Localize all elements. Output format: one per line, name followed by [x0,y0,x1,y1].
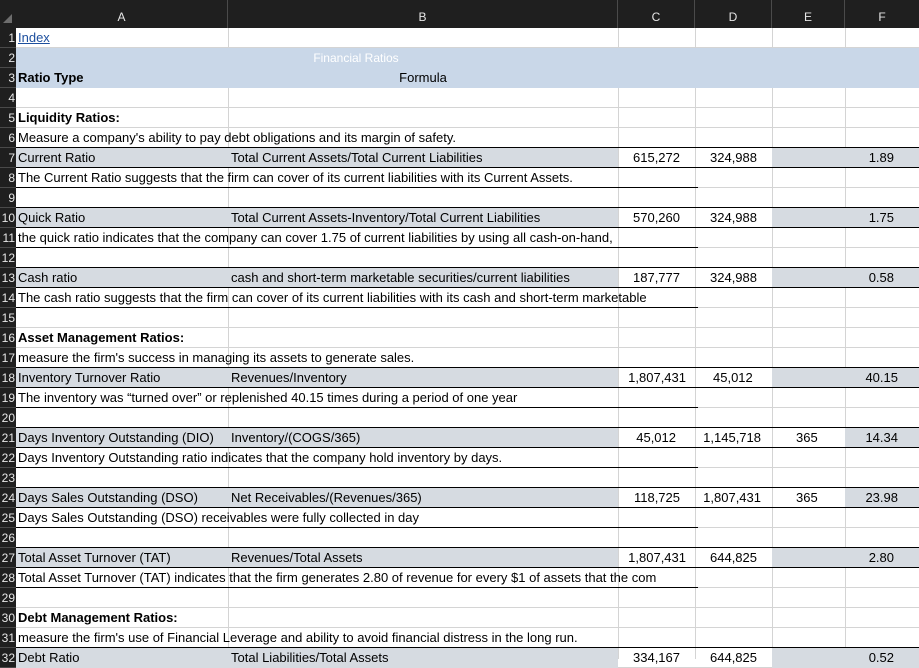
numerator-value[interactable]: 1,807,431 [628,550,686,565]
ratio-formula[interactable]: Total Current Assets-Inventory/Total Current Liabilities [231,210,541,225]
ratio-interpretation[interactable]: Total Asset Turnover (TAT) indicates that the firm generates 2.80 of revenue for every $1 of assets that the com [18,570,657,585]
ratio-result[interactable]: 2.80 [868,550,894,565]
ratio-result[interactable]: 0.58 [868,270,894,285]
denominator-value[interactable]: 644,825 [710,550,757,565]
index-link[interactable]: Index [18,30,50,45]
column-header-e[interactable]: E [772,0,845,28]
row-header[interactable]: 16 [0,328,16,348]
row-header[interactable]: 20 [0,408,16,428]
ratio-interpretation[interactable]: The cash ratio suggests that the firm can cover of its current liabilities with its cash and short-term marketable [18,290,647,305]
ratio-name[interactable]: Days Inventory Outstanding (DIO) [18,430,214,445]
ratio-result[interactable]: 1.75 [868,210,894,225]
ratio-formula[interactable]: Total Current Assets/Total Current Liabilities [231,150,483,165]
row-header[interactable]: 32 [0,648,16,668]
row-header[interactable]: 4 [0,88,16,108]
numerator-value[interactable]: 1,807,431 [628,370,686,385]
section-heading-debt-management[interactable]: Debt Management Ratios: [18,610,178,625]
row-header[interactable]: 7 [0,148,16,168]
row-header[interactable]: 14 [0,288,16,308]
select-all-corner[interactable] [0,0,16,28]
column-header-d[interactable]: D [695,0,772,28]
numerator-value[interactable]: 615,272 [633,150,680,165]
row-header[interactable]: 5 [0,108,16,128]
denominator-value[interactable]: 324,988 [710,150,757,165]
row-header[interactable]: 6 [0,128,16,148]
ratio-formula[interactable]: Inventory/(COGS/365) [231,430,361,445]
row-header[interactable]: 3 [0,68,16,88]
denominator-value[interactable]: 45,012 [713,370,753,385]
denominator-value[interactable]: 644,825 [710,650,757,665]
ratio-formula[interactable]: Total Liabilities/Total Assets [231,650,389,665]
denominator-value[interactable]: 324,988 [710,270,757,285]
numerator-value[interactable]: 570,260 [633,210,680,225]
denominator-value[interactable]: 1,145,718 [703,430,761,445]
row-header[interactable]: 8 [0,168,16,188]
ratio-result[interactable]: 1.89 [868,150,894,165]
row-header[interactable]: 15 [0,308,16,328]
section-heading-liquidity[interactable]: Liquidity Ratios: [18,110,120,125]
ratio-name[interactable]: Current Ratio [18,150,96,165]
ratio-result[interactable]: 14.34 [865,430,898,445]
row-header[interactable]: 12 [0,248,16,268]
row-header[interactable]: 2 [0,48,16,68]
column-header-f[interactable]: F [845,0,919,28]
column-header-a[interactable]: A [16,0,228,28]
row-header[interactable]: 30 [0,608,16,628]
row-header[interactable]: 25 [0,508,16,528]
sheet-title[interactable]: Financial Ratios [313,51,399,65]
ratio-result[interactable]: 0.52 [868,650,894,665]
column-header-c[interactable]: C [618,0,695,28]
ratio-interpretation[interactable]: Days Inventory Outstanding ratio indicates that the company hold inventory by days. [18,450,503,465]
row-header[interactable]: 29 [0,588,16,608]
row-header[interactable]: 26 [0,528,16,548]
ratio-formula[interactable]: Revenues/Inventory [231,370,347,385]
section-description[interactable]: measure the firm's use of Financial Leverage and ability to avoid financial distress in the long run. [18,630,578,645]
ratio-result[interactable]: 23.98 [865,490,898,505]
ratio-formula[interactable]: cash and short-term marketable securities/current liabilities [231,270,570,285]
ratio-name[interactable]: Cash ratio [18,270,78,285]
row-header[interactable]: 1 [0,28,16,48]
row-header[interactable]: 13 [0,268,16,288]
ratio-name[interactable]: Debt Ratio [18,650,80,665]
row-header[interactable]: 21 [0,428,16,448]
row-header[interactable]: 11 [0,228,16,248]
days-value[interactable]: 365 [796,430,818,445]
row-header[interactable]: 17 [0,348,16,368]
ratio-formula[interactable]: Revenues/Total Assets [231,550,363,565]
row-header[interactable]: 24 [0,488,16,508]
select-all-icon [3,14,12,23]
row-header[interactable]: 28 [0,568,16,588]
grid-line [695,28,696,659]
days-value[interactable]: 365 [796,490,818,505]
row-header[interactable]: 23 [0,468,16,488]
column-header-b[interactable]: B [228,0,618,28]
section-description[interactable]: Measure a company's ability to pay debt obligations and its margin of safety. [18,130,456,145]
ratio-interpretation[interactable]: The Current Ratio suggests that the firm can cover of its current liabilities with its Current Assets. [18,170,573,185]
section-heading-asset-management[interactable]: Asset Management Ratios: [18,330,185,345]
ratio-formula[interactable]: Net Receivables/(Revenues/365) [231,490,422,505]
numerator-value[interactable]: 187,777 [633,270,680,285]
ratio-interpretation[interactable]: Days Sales Outstanding (DSO) receivables were fully collected in day [18,510,420,525]
column-label-ratio-type[interactable]: Ratio Type [18,70,84,85]
numerator-value[interactable]: 334,167 [633,650,680,665]
numerator-value[interactable]: 45,012 [636,430,676,445]
section-description[interactable]: measure the firm's success in managing its assets to generate sales. [18,350,415,365]
row-header[interactable]: 27 [0,548,16,568]
ratio-name[interactable]: Quick Ratio [18,210,86,225]
row-header[interactable]: 18 [0,368,16,388]
denominator-value[interactable]: 324,988 [710,210,757,225]
denominator-value[interactable]: 1,807,431 [703,490,761,505]
ratio-name[interactable]: Inventory Turnover Ratio [18,370,161,385]
grid-line [16,107,919,108]
numerator-value[interactable]: 118,725 [633,490,680,505]
column-label-formula[interactable]: Formula [399,70,447,85]
ratio-interpretation[interactable]: the quick ratio indicates that the company can cover 1.75 of current liabilities by using all cash-on-hand, [18,230,613,245]
ratio-name[interactable]: Total Asset Turnover (TAT) [18,550,171,565]
row-header[interactable]: 9 [0,188,16,208]
row-header[interactable]: 22 [0,448,16,468]
ratio-result[interactable]: 40.15 [865,370,898,385]
ratio-interpretation[interactable]: The inventory was “turned over” or replenished 40.15 times during a period of one year [18,390,518,405]
row-header[interactable]: 19 [0,388,16,408]
ratio-name[interactable]: Days Sales Outstanding (DSO) [18,490,198,505]
row-header[interactable]: 31 [0,628,16,648]
row-header[interactable]: 10 [0,208,16,228]
